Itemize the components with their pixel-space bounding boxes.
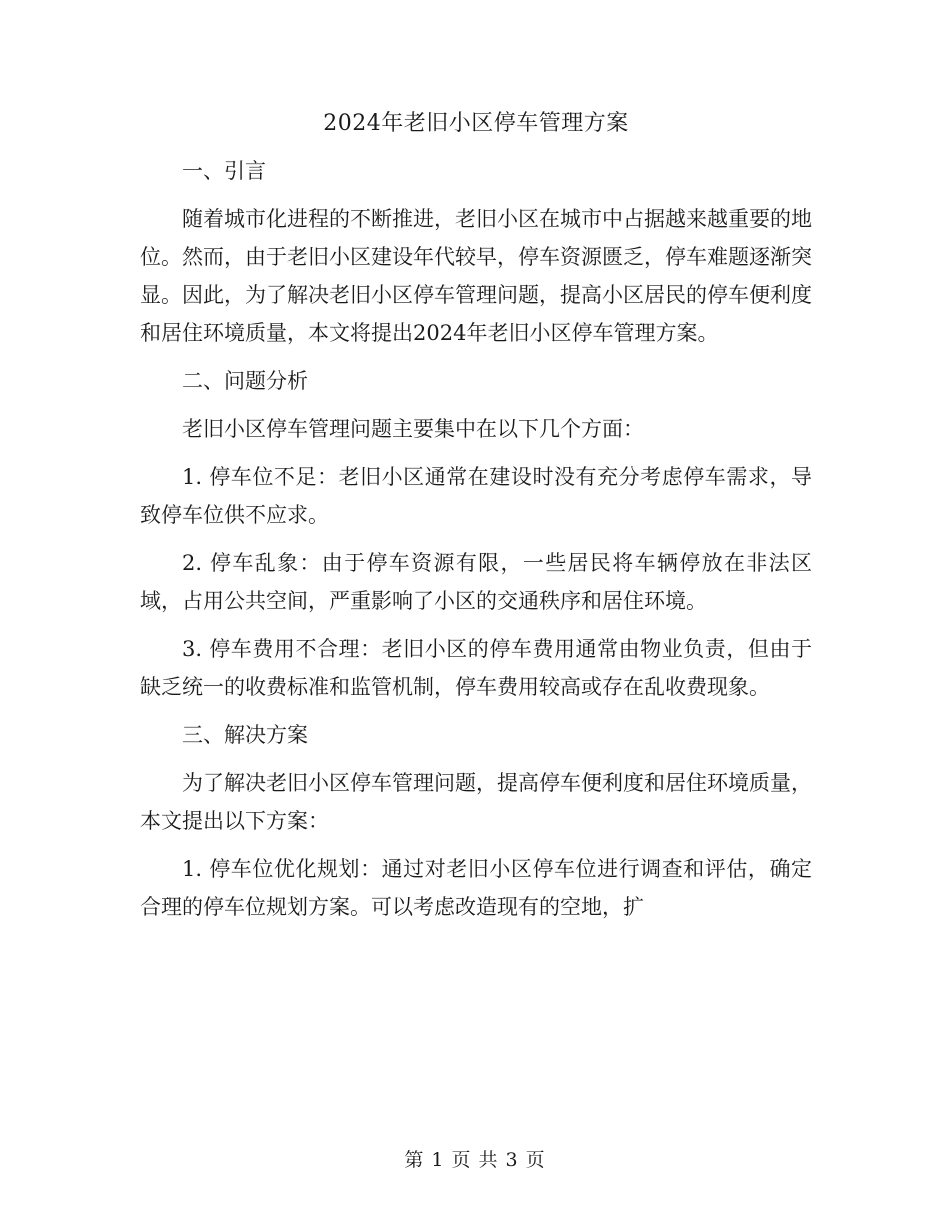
paragraph-problem-lead: 老旧小区停车管理问题主要集中在以下几个方面： (182, 417, 644, 441)
section-heading-problem-analysis: 二、问题分析 (182, 369, 308, 393)
page-footer-number: 第 1 页 共 3 页 (404, 1149, 546, 1171)
section-heading-solutions: 三、解决方案 (182, 723, 308, 747)
list-item-solution-1: 1. 停车位优化规划：通过对老旧小区停车位进行调查和评估，确定合理的停车位规划方案。可以考虑改造现有的空地，扩 (140, 857, 812, 919)
document-body (140, 106, 812, 936)
list-item-problem-2: 2. 停车乱象：由于停车资源有限，一些居民将车辆停放在非法区域，占用公共空间，严重影响了小区的交通秩序和居住环境。 (140, 551, 812, 613)
paragraph-solutions-lead: 为了解决老旧小区停车管理问题，提高停车便利度和居住环境质量，本文提出以下方案： (140, 771, 812, 833)
section-heading-introduction: 一、引言 (182, 159, 266, 183)
paragraph-introduction: 随着城市化进程的不断推进，老旧小区在城市中占据越来越重要的地位。然而，由于老旧小区建设年代较早，停车资源匮乏，停车难题逐渐突显。因此，为了解决老旧小区停车管理问题，提高小区居民的停车便利度和居住环境质量，本文将提出2024年老旧小区停车管理方案。 (140, 207, 812, 345)
list-item-problem-3: 3. 停车费用不合理：老旧小区的停车费用通常由物业负责，但由于缺乏统一的收费标准和监管机制，停车费用较高或存在乱收费现象。 (140, 637, 812, 699)
document-title: 2024年老旧小区停车管理方案 (323, 111, 629, 136)
list-item-problem-1: 1. 停车位不足：老旧小区通常在建设时没有充分考虑停车需求，导致停车位供不应求。 (140, 465, 812, 527)
